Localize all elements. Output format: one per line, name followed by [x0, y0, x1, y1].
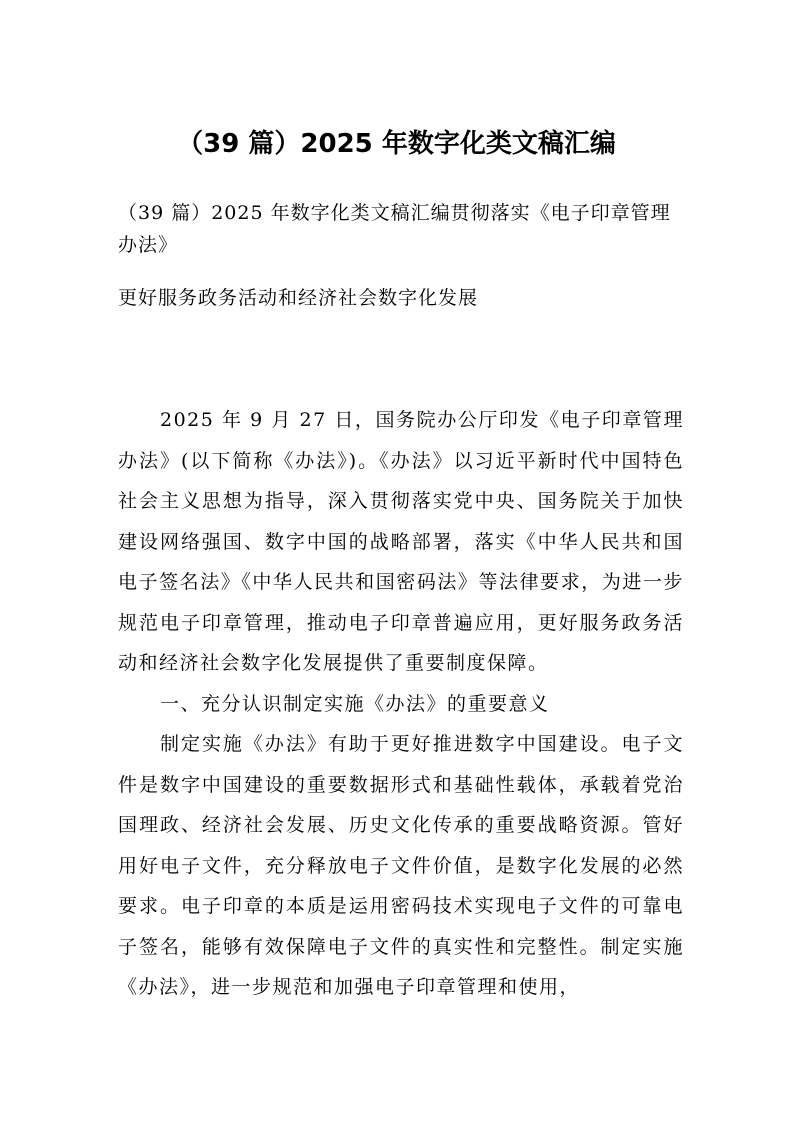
- paragraph-intro: 2025 年 9 月 27 日，国务院办公厅印发《电子印章管理办法》(以下简称《办法》)。《办法》以习近平新时代中国特色社会主义思想为指导，深入贯彻落实党中央、国务院关于加快建设网络强国、数字中国的战略部署，落实《中华人民共和国电子签名法》《中华人民共和国密码法》等法律要求，为进一步规范电子印章管理，推动电子印章普遍应用，更好服务政务活动和经济社会数字化发展提供了重要制度保障。: [118, 409, 684, 674]
- section-heading: 一、充分认识制定实施《办法》的重要意义: [160, 692, 550, 715]
- document-body: [118, 400, 684, 1008]
- document-subtitle: （39 篇）2025 年数字化类文稿汇编贯彻落实《电子印章管理办法》: [118, 202, 671, 256]
- paragraph-significance: 制定实施《办法》有助于更好推进数字中国建设。电子文件是数字中国建设的重要数据形式和基础性载体，承载着党治国理政、经济社会发展、历史文化传承的重要战略资源。管好用好电子文件，充分释放电子文件价值，是数字化发展的必然要求。电子印章的本质是运用密码技术实现电子文件的可靠电子签名，能够有效保障电子文件的真实性和完整性。制定实施《办法》，进一步规范和加强电子印章管理和使用，: [118, 733, 684, 998]
- document-title: （39 篇）2025 年数字化类文稿汇编: [177, 129, 616, 159]
- document-subtitle-2: 更好服务政务活动和经济社会数字化发展: [118, 287, 479, 309]
